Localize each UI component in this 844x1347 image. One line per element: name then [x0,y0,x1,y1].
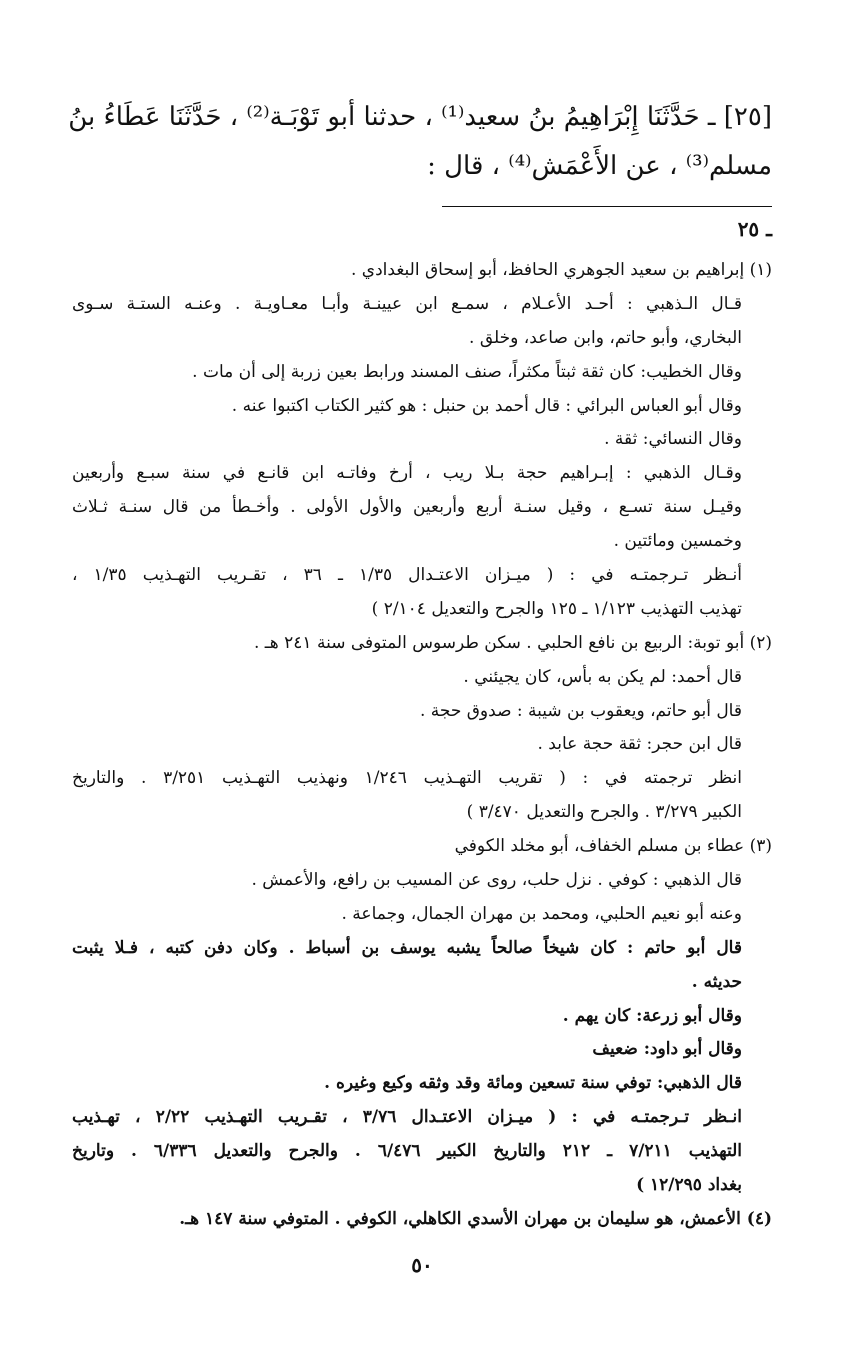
footnote-divider [442,206,772,207]
footnote-line: قال أبو حاتم : كان شيخاً صالحاً يشبه يوسف بن أسباط . وكان دفن كتبه ، فـلا يثبت [72,937,742,958]
footnote-line: البخاري، وأبو حاتم، وابن صاعد، وخلق . [469,327,742,348]
footnote-line: قال ابن حجر: ثقة حجة عابد . [537,734,742,755]
footnote-line: (٢) أبو توبة: الربيع بن نافع الحلبي . سكن طرسوس المتوفى سنة ٢٤١ هـ . [253,632,772,653]
footnote-line: وقيـل سنة تسـع ، وقيل سنـة أربع وأربعين والأول الأولى . وأخـطأ من قال سنـة ثـلاث [72,497,742,518]
footnote-heading: ـ ٢٥ [737,217,772,241]
footnote-line: وخمسين ومائتين . [613,531,742,552]
footnotes [72,254,772,1237]
footnote-line: قال الذهبي: توفي سنة تسعين ومائة وقد وثقه وكيع وغيره . [324,1073,742,1094]
footnote-line: قال أبو حاتم، ويعقوب بن شيبة : صدوق حجة . [419,700,742,721]
hadith-text-line-2: مسلم⁽³⁾ ، عن الأَعْمَش⁽⁴⁾ ، قال : [427,151,772,181]
footnote-line: قال الذهبي : كوفي . نزل حلب، روى عن المسيب بن رافع، والأعمش . [251,870,742,891]
footnote-line: وعنه أبو نعيم الحلبي، ومحمد بن مهران الجمال، وجماعة . [341,903,742,924]
footnote-line: (٤) الأعمش، هو سليمان بن مهران الأسدي الكاهلي، الكوفي . المتوفي سنة ١٤٧ هـ. [179,1208,772,1229]
page-number: ٥٠ [411,1253,433,1277]
footnote-line: تهذيب التهذيب ١/١٢٣ ـ ١٢٥ والجرح والتعديل ٢/١٠٤ ) [371,598,742,619]
footnote-line: وقال أبو داود: ضعيف [592,1039,742,1060]
footnote-line: وقال الخطيب: كان ثقة ثبتاً مكثراً، صنف المسند ورابط بعين زربة إلى أن مات . [192,361,742,382]
footnote-line: (٣) عطاء بن مسلم الخفاف، أبو مخلد الكوفي [454,836,772,857]
footnote-line: (١) إبراهيم بن سعيد الجوهري الحافظ، أبو إسحاق البغدادي . [350,260,772,280]
footnote-line: أنـظر تـرجمتـه في : ( ميـزان الاعتـدال ١/٣٥ ـ ٣٦ ، تقـريب التهـذيب ١/٣٥ ، [72,565,743,586]
footnote-line: قال أحمد: لم يكن به بأس، كان يجيئني . [463,666,742,687]
footnote-line: الكبير ٣/٢٧٩ . والجرح والتعديل ٣/٤٧٠ ) [466,802,742,823]
hadith-text-line-1: [٢٥] ـ حَدَّثَنَا إِبْرَاهِيمُ بنُ سعيد⁽¹⁾ ، حدثنا أبو تَوْبَـة⁽²⁾ ، حَدَّثَنَا عَطَاءُ بنُ [68,102,772,132]
footnote-line: بغداد ١٢/٢٩٥ ) [636,1175,742,1196]
footnote-line: وقال النسائي: ثقة . [604,429,742,450]
footnote-line: حديثه . [691,971,742,992]
footnote-line: انـظر تـرجمتـه في : ( ميـزان الاعتـدال ٣/٧٦ ، تقـريب التهـذيب ٢/٢٢ ، تهـذيب [72,1107,742,1128]
footnote-line: التهذيب ٧/٢١١ ـ ٢١٢ والتاريخ الكبير ٦/٤٧٦ . والجرح والتعديل ٦/٣٣٦ . وتاريخ [72,1141,742,1162]
footnote-line: وقـال الذهبي : إبـراهيم حجة بـلا ريب ، أرخ وفاتـه ابن قانـع في سنة سبـع وأربعين [72,463,742,484]
footnote-line: قـال الـذهبي : أحـد الأعـلام ، سمـع ابن عيينـة وأبـا معـاويـة . وعنـه الستـة سـوى [72,293,742,314]
footnote-line: انظر ترجمته في : ( تقريب التهـذيب ١/٢٤٦ ونهذيب التهـذيب ٣/٢٥١ . والتاريخ [72,768,742,789]
footnote-line: وقال أبو زرعة: كان يهم . [562,1005,742,1026]
footnote-line: وقال أبو العباس البرائي : قال أحمد بن حنبل : هو كثير الكتاب اكتبوا عنه . [231,395,742,416]
